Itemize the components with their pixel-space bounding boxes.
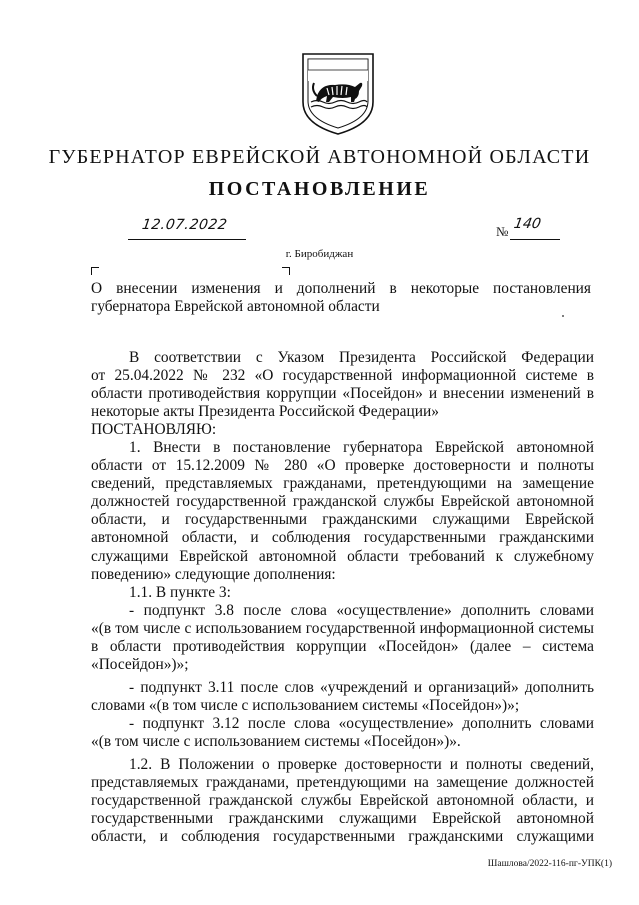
body-line: государственной гражданской службы Еврейской автономной области, и [91,792,594,810]
body-line: В соответствии с Указом Президента Российской Федерации [129,349,594,366]
body-line: государственными гражданскими служащими Еврейской автономной [91,810,594,828]
body-line: автономной области, и соблюдения государственными гражданскими [91,529,594,547]
subject-bracket-right [282,267,290,275]
body-line: «(в том числе с использованием системы «Посейдон»)». [91,732,461,750]
number-field [510,216,560,240]
body-line: 1.1. В пункте 3: [129,583,231,601]
scan-speck [562,315,564,317]
subject-line: губернатора Еврейской автономной области [91,298,380,315]
document-type: ПОСТАНОВЛЕНИЕ [208,178,431,200]
tiger-coat-of-arms-icon [299,50,377,136]
body-line: поведению» следующие дополнения: [91,565,336,583]
city-name: г. Биробиджан [285,248,354,260]
document-body [91,349,594,846]
body-line: 1.2. В Положении о проверке достоверности и полноты сведений, [129,756,594,774]
body-line: 1. Внести в постановление губернатора Еврейской автономной [129,439,594,457]
date-field [128,219,246,240]
handwritten-number: 140 [512,216,543,232]
body-line: некоторые акты Президента Российской Федерации» [91,403,439,421]
document-subject [91,280,591,316]
body-line: - подпункт 3.11 после слов «учреждений и организаций» дополнить [129,678,594,696]
body-line: «(в том числе с использованием государственной информационной системы [91,619,594,637]
body-line: ПОСТАНОВЛЯЮ: [91,421,217,439]
body-line: области, и государственными гражданскими служащими Еврейской [91,511,594,529]
body-line: от 25.04.2022 № 232 «О государственной информационной системе в [91,367,594,385]
body-line: представляемых гражданами, претендующими на замещение должностей [91,774,594,792]
body-line: сведений, представляемых гражданами, претендующими на замещение [91,475,594,493]
body-line: словами «(в том числе с использованием системы «Посейдон»)»; [91,696,520,714]
coat-of-arms-emblem [299,50,377,136]
body-line: области от 15.12.2009 № 280 «О проверке достоверности и полноты [91,457,594,475]
subject-line: О внесении изменения и дополнений в некоторые постановления [91,280,591,297]
body-line: области, и соблюдения государственными гражданскими служащими [91,828,594,846]
subject-bracket-left [91,267,99,275]
body-line: служащими Еврейской автономной области требований к служебному [91,547,594,565]
body-line: - подпункт 3.12 после слова «осуществление» дополнить словами [129,714,594,732]
body-line: «Посейдон»)»; [91,655,189,673]
handwritten-date: 12.07.2022 [140,217,229,233]
body-line: должностей государственной гражданской службы Еврейской автономной [91,493,594,511]
body-line: - подпункт 3.8 после слова «осуществление» дополнить словами [129,601,594,619]
body-line: в области противодействия коррупции «Посейдон» (далее – система [91,637,594,655]
governor-title: ГУБЕРНАТОР ЕВРЕЙСКОЙ АВТОНОМНОЙ ОБЛАСТИ [48,146,591,168]
number-label: № [496,224,509,239]
body-line: области противодействия коррупции «Посейдон» и внесении изменений в [91,385,594,403]
document-code: Шашлова/2022-116-пг-УПК(1) [487,859,612,869]
